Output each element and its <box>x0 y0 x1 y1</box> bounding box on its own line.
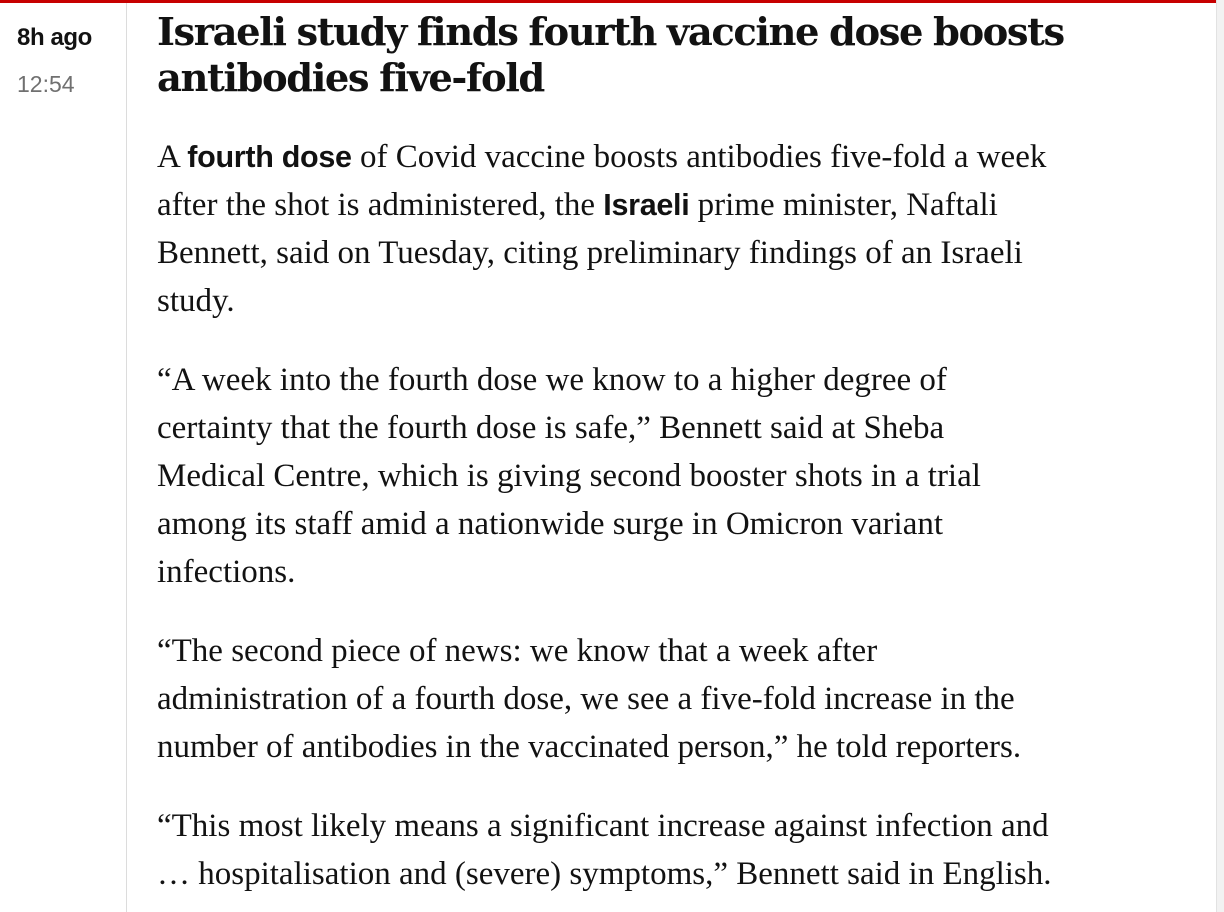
entry-timestamp-rail <box>0 3 127 912</box>
scrollbar-track[interactable] <box>1216 0 1224 912</box>
paragraph-line: … hospitalisation and (severe) symptoms,” Bennett said in English. <box>157 856 1052 892</box>
text-run: after the shot is administered, the <box>157 187 604 223</box>
top-accent-rule <box>0 0 1224 3</box>
paragraph-line: study. <box>157 283 235 319</box>
time-ago-label: 8h ago <box>17 24 92 51</box>
paragraph-3 <box>157 627 1187 771</box>
paragraph-line: administration of a fourth dose, we see a five-fold increase in the <box>157 681 1015 717</box>
bold-keyword: Israeli <box>603 188 690 222</box>
post-timestamp[interactable]: 12:54 <box>17 71 75 97</box>
paragraph-line: “This most likely means a significant increase against infection and <box>157 808 1049 844</box>
paragraph-1 <box>157 133 1187 325</box>
paragraph-line: “A week into the fourth dose we know to a higher degree of <box>157 362 947 398</box>
paragraph-line: Medical Centre, which is giving second booster shots in a trial <box>157 458 981 494</box>
paragraph-2 <box>157 356 1187 596</box>
paragraph-line: among its staff amid a nationwide surge in Omicron variant <box>157 506 944 542</box>
paragraph-line <box>157 181 1187 229</box>
headline-line: Israeli study finds fourth vaccine dose boosts <box>157 10 1064 55</box>
entry-headline <box>157 10 1187 102</box>
paragraph-line: “The second piece of news: we know that a week after <box>157 633 878 669</box>
paragraph-line: certainty that the fourth dose is safe,” Bennett said at Sheba <box>157 410 945 446</box>
text-run: prime minister, Naftali <box>689 187 998 223</box>
paragraph-line: Bennett, said on Tuesday, citing preliminary findings of an Israeli <box>157 235 1023 271</box>
paragraph-line <box>157 133 1187 181</box>
text-run: of Covid vaccine boosts antibodies five-fold a week <box>351 139 1047 175</box>
headline-line: antibodies five-fold <box>157 56 544 101</box>
text-run: A <box>157 139 188 175</box>
live-blog-entry <box>157 10 1187 898</box>
paragraph-line: number of antibodies in the vaccinated person,” he told reporters. <box>157 729 1022 765</box>
bold-keyword: fourth dose <box>187 140 352 174</box>
paragraph-line: infections. <box>157 554 296 590</box>
paragraph-4 <box>157 802 1187 898</box>
